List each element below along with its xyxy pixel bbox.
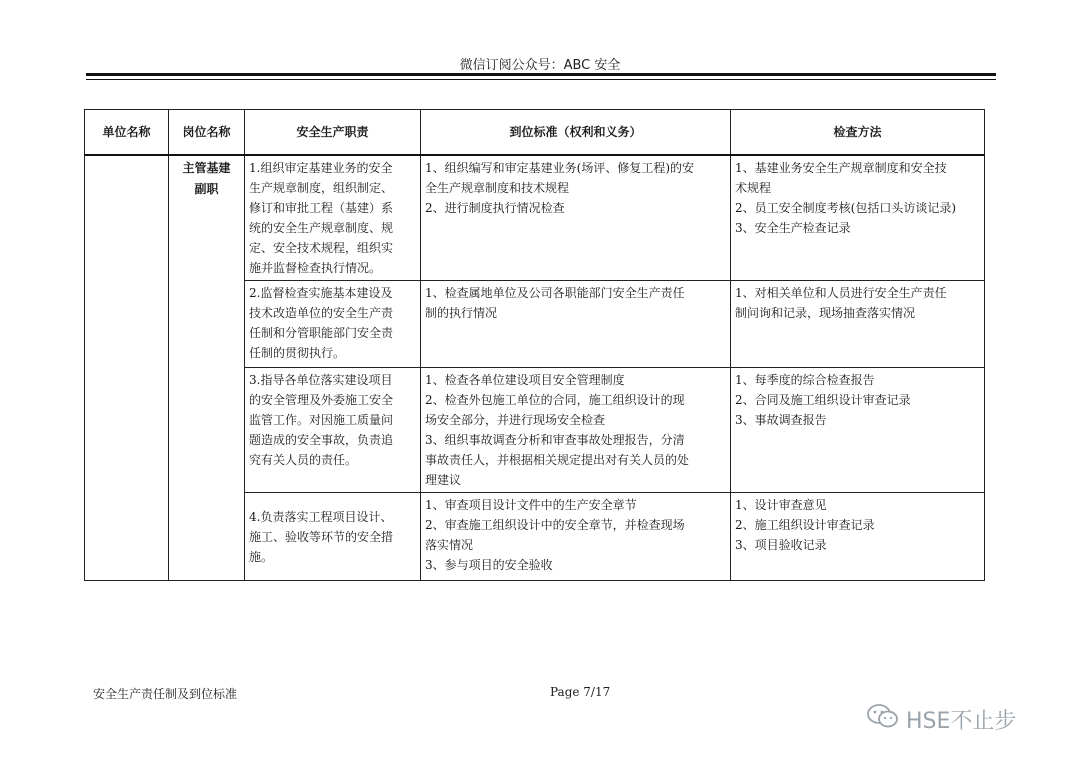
method-line: 3、安全生产检查记录 xyxy=(735,221,851,235)
standard-line: 1、审查项目设计文件中的生产安全章节 xyxy=(425,498,637,512)
cell-standard xyxy=(421,155,731,281)
cell-method xyxy=(731,368,985,493)
responsibility-table xyxy=(84,109,985,581)
header-safety-duty: 安全生产职责 xyxy=(245,110,421,156)
cell-post-name xyxy=(169,155,245,581)
duty-line: 监管工作。对因施工质量问 xyxy=(249,413,394,427)
cell-unit-name xyxy=(85,155,169,581)
standard-line: 制的执行情况 xyxy=(425,306,498,320)
duty-line: 统的安全生产规章制度、规 xyxy=(249,221,394,235)
cell-standard xyxy=(421,493,731,581)
method-line: 3、事故调查报告 xyxy=(735,413,827,427)
watermark xyxy=(866,702,1016,736)
footer-doc-title: 安全生产责任制及到位标准 xyxy=(93,687,238,701)
duty-line: 任制的贯彻执行。 xyxy=(249,346,346,360)
duty-line: 究有关人员的责任。 xyxy=(249,453,358,467)
duty-line: 2.监督检查实施基本建设及 xyxy=(249,286,393,300)
standard-line: 2、审查施工组织设计中的安全章节，并检查现场 xyxy=(425,518,685,532)
cell-duty xyxy=(245,493,421,581)
method-line: 1、对相关单位和人员进行安全生产责任 xyxy=(735,286,947,300)
duty-line: 生产规章制度，组织制定、 xyxy=(249,181,394,195)
method-line: 制问询和记录，现场抽查落实情况 xyxy=(735,306,916,320)
header-rule-thick xyxy=(86,73,996,76)
header-check-method: 检查方法 xyxy=(731,110,985,156)
duty-line: 4.负责落实工程项目设计、 xyxy=(249,509,393,524)
standard-line: 理建议 xyxy=(425,473,462,487)
duty-line: 技术改造单位的安全生产责 xyxy=(249,306,394,320)
standard-line: 全生产规章制度和技术规程 xyxy=(425,181,570,195)
duty-line: 定、安全技术规程，组织实 xyxy=(249,241,394,255)
cell-duty xyxy=(245,281,421,368)
duty-line: 题造成的安全事故，负责追 xyxy=(249,433,394,447)
table-header-row xyxy=(85,110,985,156)
duty-line: 任制和分管职能部门安全责 xyxy=(249,326,394,340)
cell-duty xyxy=(245,368,421,493)
duty-line: 施。 xyxy=(249,549,274,564)
method-line: 2、合同及施工组织设计审查记录 xyxy=(735,393,911,407)
standard-line: 3、参与项目的安全验收 xyxy=(425,558,553,572)
page-header-title: 微信订阅公众号：ABC 安全 xyxy=(459,58,621,73)
duty-line: 的安全管理及外委施工安全 xyxy=(249,393,394,407)
cell-standard xyxy=(421,281,731,368)
method-line: 2、员工安全制度考核(包括口头访谈记录) xyxy=(735,201,956,215)
table-row xyxy=(85,155,985,281)
footer-page-number: Page 7/17 xyxy=(550,685,611,699)
standard-line: 落实情况 xyxy=(425,538,474,552)
duty-line: 1.组织审定基建业务的安全 xyxy=(249,161,393,175)
standard-line: 事故责任人，并根据相关规定提出对有关人员的处 xyxy=(425,453,690,467)
duty-line: 3.指导各单位落实建设项目 xyxy=(249,373,393,387)
duty-line: 施并监督检查执行情况。 xyxy=(249,261,382,275)
watermark-text: HSE不止步 xyxy=(906,708,1017,734)
method-line: 3、项目验收记录 xyxy=(735,538,827,552)
header-standard: 到位标准（权利和义务） xyxy=(421,110,731,156)
duty-line: 施工、验收等环节的安全措 xyxy=(249,529,394,544)
cell-duty xyxy=(245,155,421,281)
cell-method xyxy=(731,155,985,281)
standard-line: 1、检查各单位建设项目安全管理制度 xyxy=(425,373,625,387)
method-line: 术规程 xyxy=(735,181,772,195)
standard-line: 3、组织事故调查分析和审查事故处理报告，分清 xyxy=(425,433,685,447)
header-rule-thin xyxy=(86,79,996,80)
standard-line: 1、组织编写和审定基建业务(场评、修复工程)的安 xyxy=(425,161,694,175)
method-line: 1、基建业务安全生产规章制度和安全技 xyxy=(735,161,947,175)
cell-method xyxy=(731,281,985,368)
standard-line: 2、进行制度执行情况检查 xyxy=(425,201,565,215)
method-line: 1、每季度的综合检查报告 xyxy=(735,373,875,387)
standard-line: 场安全部分，并进行现场安全检查 xyxy=(425,413,606,427)
method-line: 1、设计审查意见 xyxy=(735,498,827,512)
post-name-line: 主管基建 xyxy=(182,161,231,175)
post-name-line: 副职 xyxy=(194,182,219,196)
wechat-icon xyxy=(866,702,906,736)
cell-method xyxy=(731,493,985,581)
cell-standard xyxy=(421,368,731,493)
header-post-name: 岗位名称 xyxy=(169,110,245,156)
method-line: 2、施工组织设计审查记录 xyxy=(735,518,875,532)
standard-line: 2、检查外包施工单位的合同，施工组织设计的现 xyxy=(425,393,685,407)
duty-line: 修订和审批工程（基建）系 xyxy=(249,201,394,215)
standard-line: 1、检查属地单位及公司各职能部门安全生产责任 xyxy=(425,286,685,300)
header-unit-name: 单位名称 xyxy=(85,110,169,156)
